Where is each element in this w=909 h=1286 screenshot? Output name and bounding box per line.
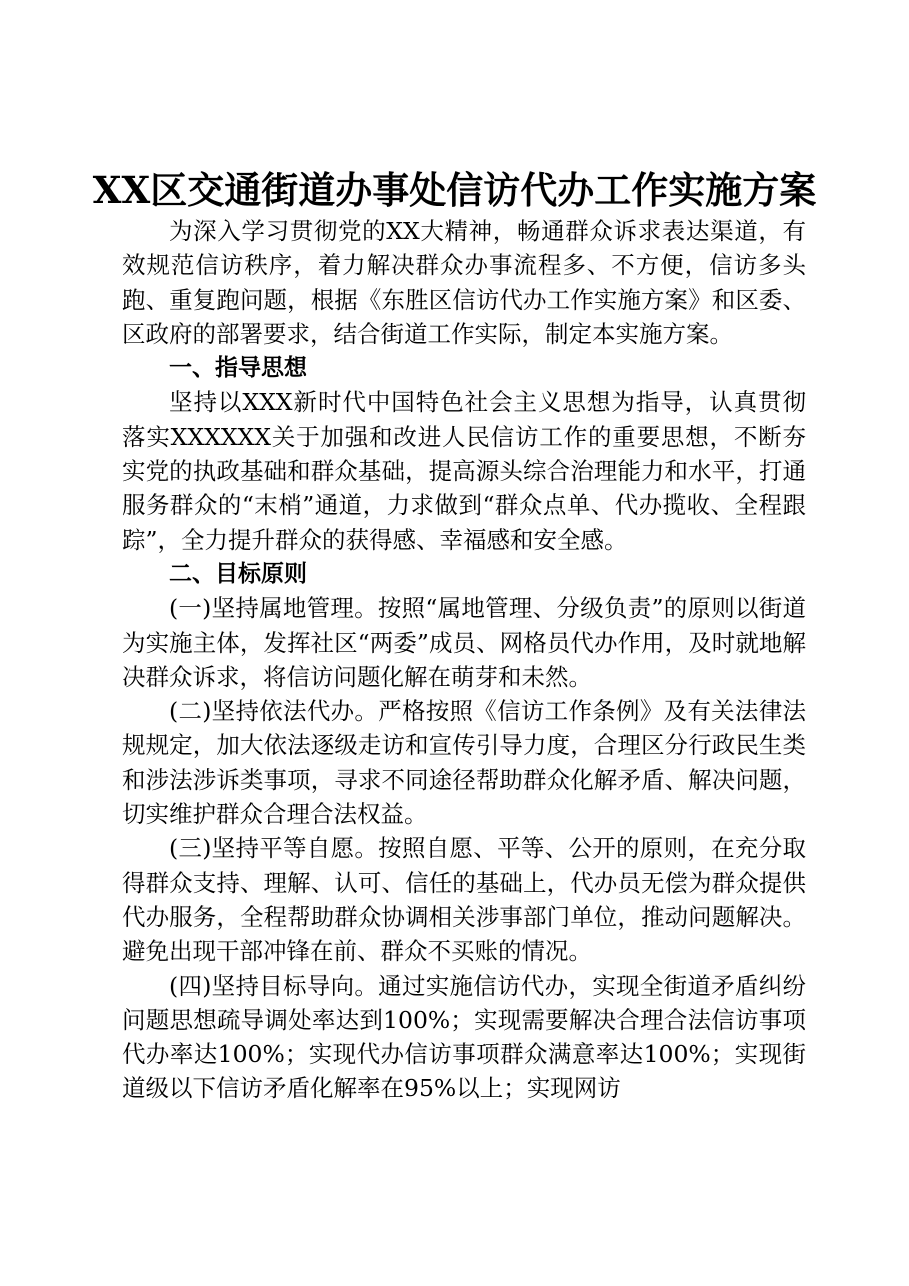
intro-paragraph: 为深入学习贯彻党的XX大精神，畅通群众诉求表达渠道，有效规范信访秩序，着力解决群众办事流程多、不方便，信访多头跑、重复跑问题，根据《东胜区信访代办工作实施方案》和区委、区政府的部署要求，结合街道工作实际，制定本实施方案。	[122, 217, 806, 348]
principle-paragraph-4: (四)坚持目标导向。通过实施信访代办，实现全街道矛盾纠纷问题思想疏导调处率达到100%；实现需要解决合理合法信访事项代办率达100%；实现代办信访事项群众满意率达100%；实现街道级以下信访矛盾化解率在95%以上；实现网访	[122, 971, 806, 1103]
principle-paragraph-2: (二)坚持依法代办。严格按照《信访工作条例》及有关法律法规规定，加大依法逐级走访和宣传引导力度，合理区分行政民生类和涉法涉诉类事项，寻求不同途径帮助群众化解矛盾、解决问题，切实维护群众合理合法权益。	[122, 697, 806, 829]
principle-paragraph-1: (一)坚持属地管理。按照“属地管理、分级负责”的原则以街道为实施主体，发挥社区“两委”成员、网格员代办作用，及时就地解决群众诉求，将信访问题化解在萌芽和未然。	[122, 594, 806, 691]
document-title: XX区交通街道办事处信访代办工作实施方案	[92, 168, 817, 212]
principle-paragraph-3: (三)坚持平等自愿。按照自愿、平等、公开的原则，在充分取得群众支持、理解、认可、信任的基础上，代办员无偿为群众提供代办服务，全程帮助群众协调相关涉事部门单位，推动问题解决。避免出现干部冲锋在前、群众不买账的情况。	[122, 834, 806, 966]
section-heading-goals-principles: 二、目标原则	[169, 560, 307, 587]
guiding-thought-paragraph: 坚持以XXX新时代中国特色社会主义思想为指导，认真贯彻落实XXXXXX关于加强和改进人民信访工作的重要思想，不断夯实党的执政基础和群众基础，提高源头综合治理能力和水平，打通服务群众的“末梢”通道，力求做到“群众点单、代办揽收、全程跟踪”，全力提升群众的获得感、幸福感和安全感。	[122, 388, 806, 554]
document-body	[122, 214, 806, 1106]
section-heading-guiding-thought: 一、指导思想	[169, 355, 307, 382]
